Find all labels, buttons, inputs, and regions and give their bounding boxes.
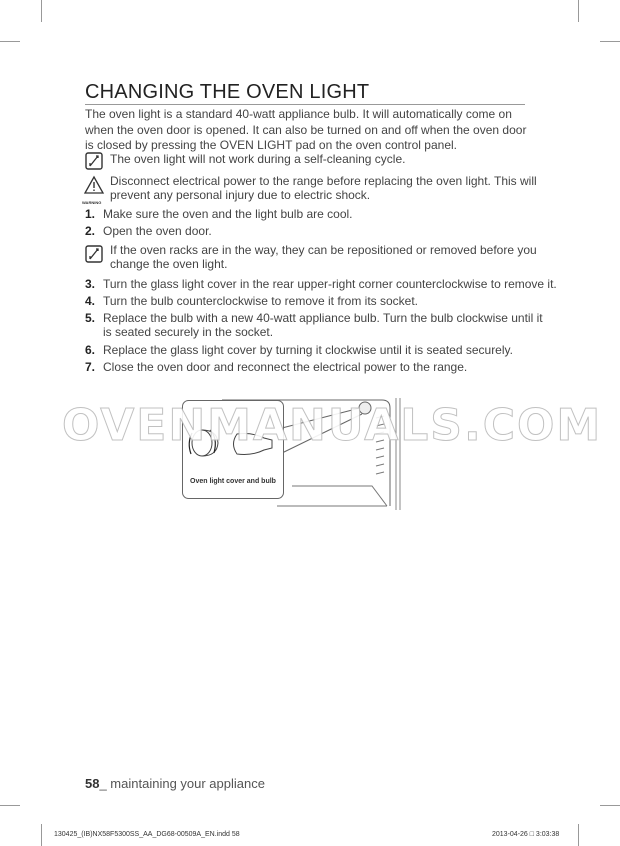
section-name: _ maintaining your appliance <box>99 776 265 791</box>
crop-mark <box>600 41 620 42</box>
slug-file: 130425_(IB)NX58F5300SS_AA_DG68-00509A_EN.indd 58 <box>54 831 240 838</box>
crop-mark <box>41 824 42 846</box>
crop-mark <box>600 805 620 806</box>
warning-block <box>82 174 537 205</box>
warning-label: WARNING <box>82 200 102 205</box>
note-icon <box>85 245 103 263</box>
title-divider <box>85 104 525 105</box>
note-text: The oven light will not work during a self-cleaning cycle. <box>110 152 406 166</box>
intro-paragraph: The oven light is a standard 40-watt appliance bulb. It will automatically come on when the oven door is opened. It can also be turned on and off when the oven door is closed by pressing the OVEN LIGHT pad on the oven control panel. <box>85 107 527 152</box>
slug-timestamp: 2013-04-26 □ 3:03:38 <box>492 831 560 838</box>
warning-line1: Disconnect electrical power to the range before replacing the oven light. This will <box>110 174 537 188</box>
note-icon <box>85 152 103 170</box>
warning-line2: prevent any personal injury due to electric shock. <box>110 188 371 202</box>
crop-mark <box>0 805 20 806</box>
page-footer <box>85 776 265 791</box>
note-self-clean <box>85 152 535 170</box>
note-racks: If the oven racks are in the way, they can be repositioned or removed before you change the oven light. <box>85 243 535 273</box>
crop-mark <box>41 0 42 22</box>
crop-mark <box>578 0 579 22</box>
crop-mark <box>578 824 579 846</box>
figure-caption: Oven light cover and bulb <box>190 478 276 485</box>
crop-mark <box>0 41 20 42</box>
page-number: 58 <box>85 776 100 791</box>
warning-icon <box>83 175 105 197</box>
watermark: OVENMANUALS.COM <box>62 400 603 451</box>
page-title: CHANGING THE OVEN LIGHT <box>85 81 370 103</box>
